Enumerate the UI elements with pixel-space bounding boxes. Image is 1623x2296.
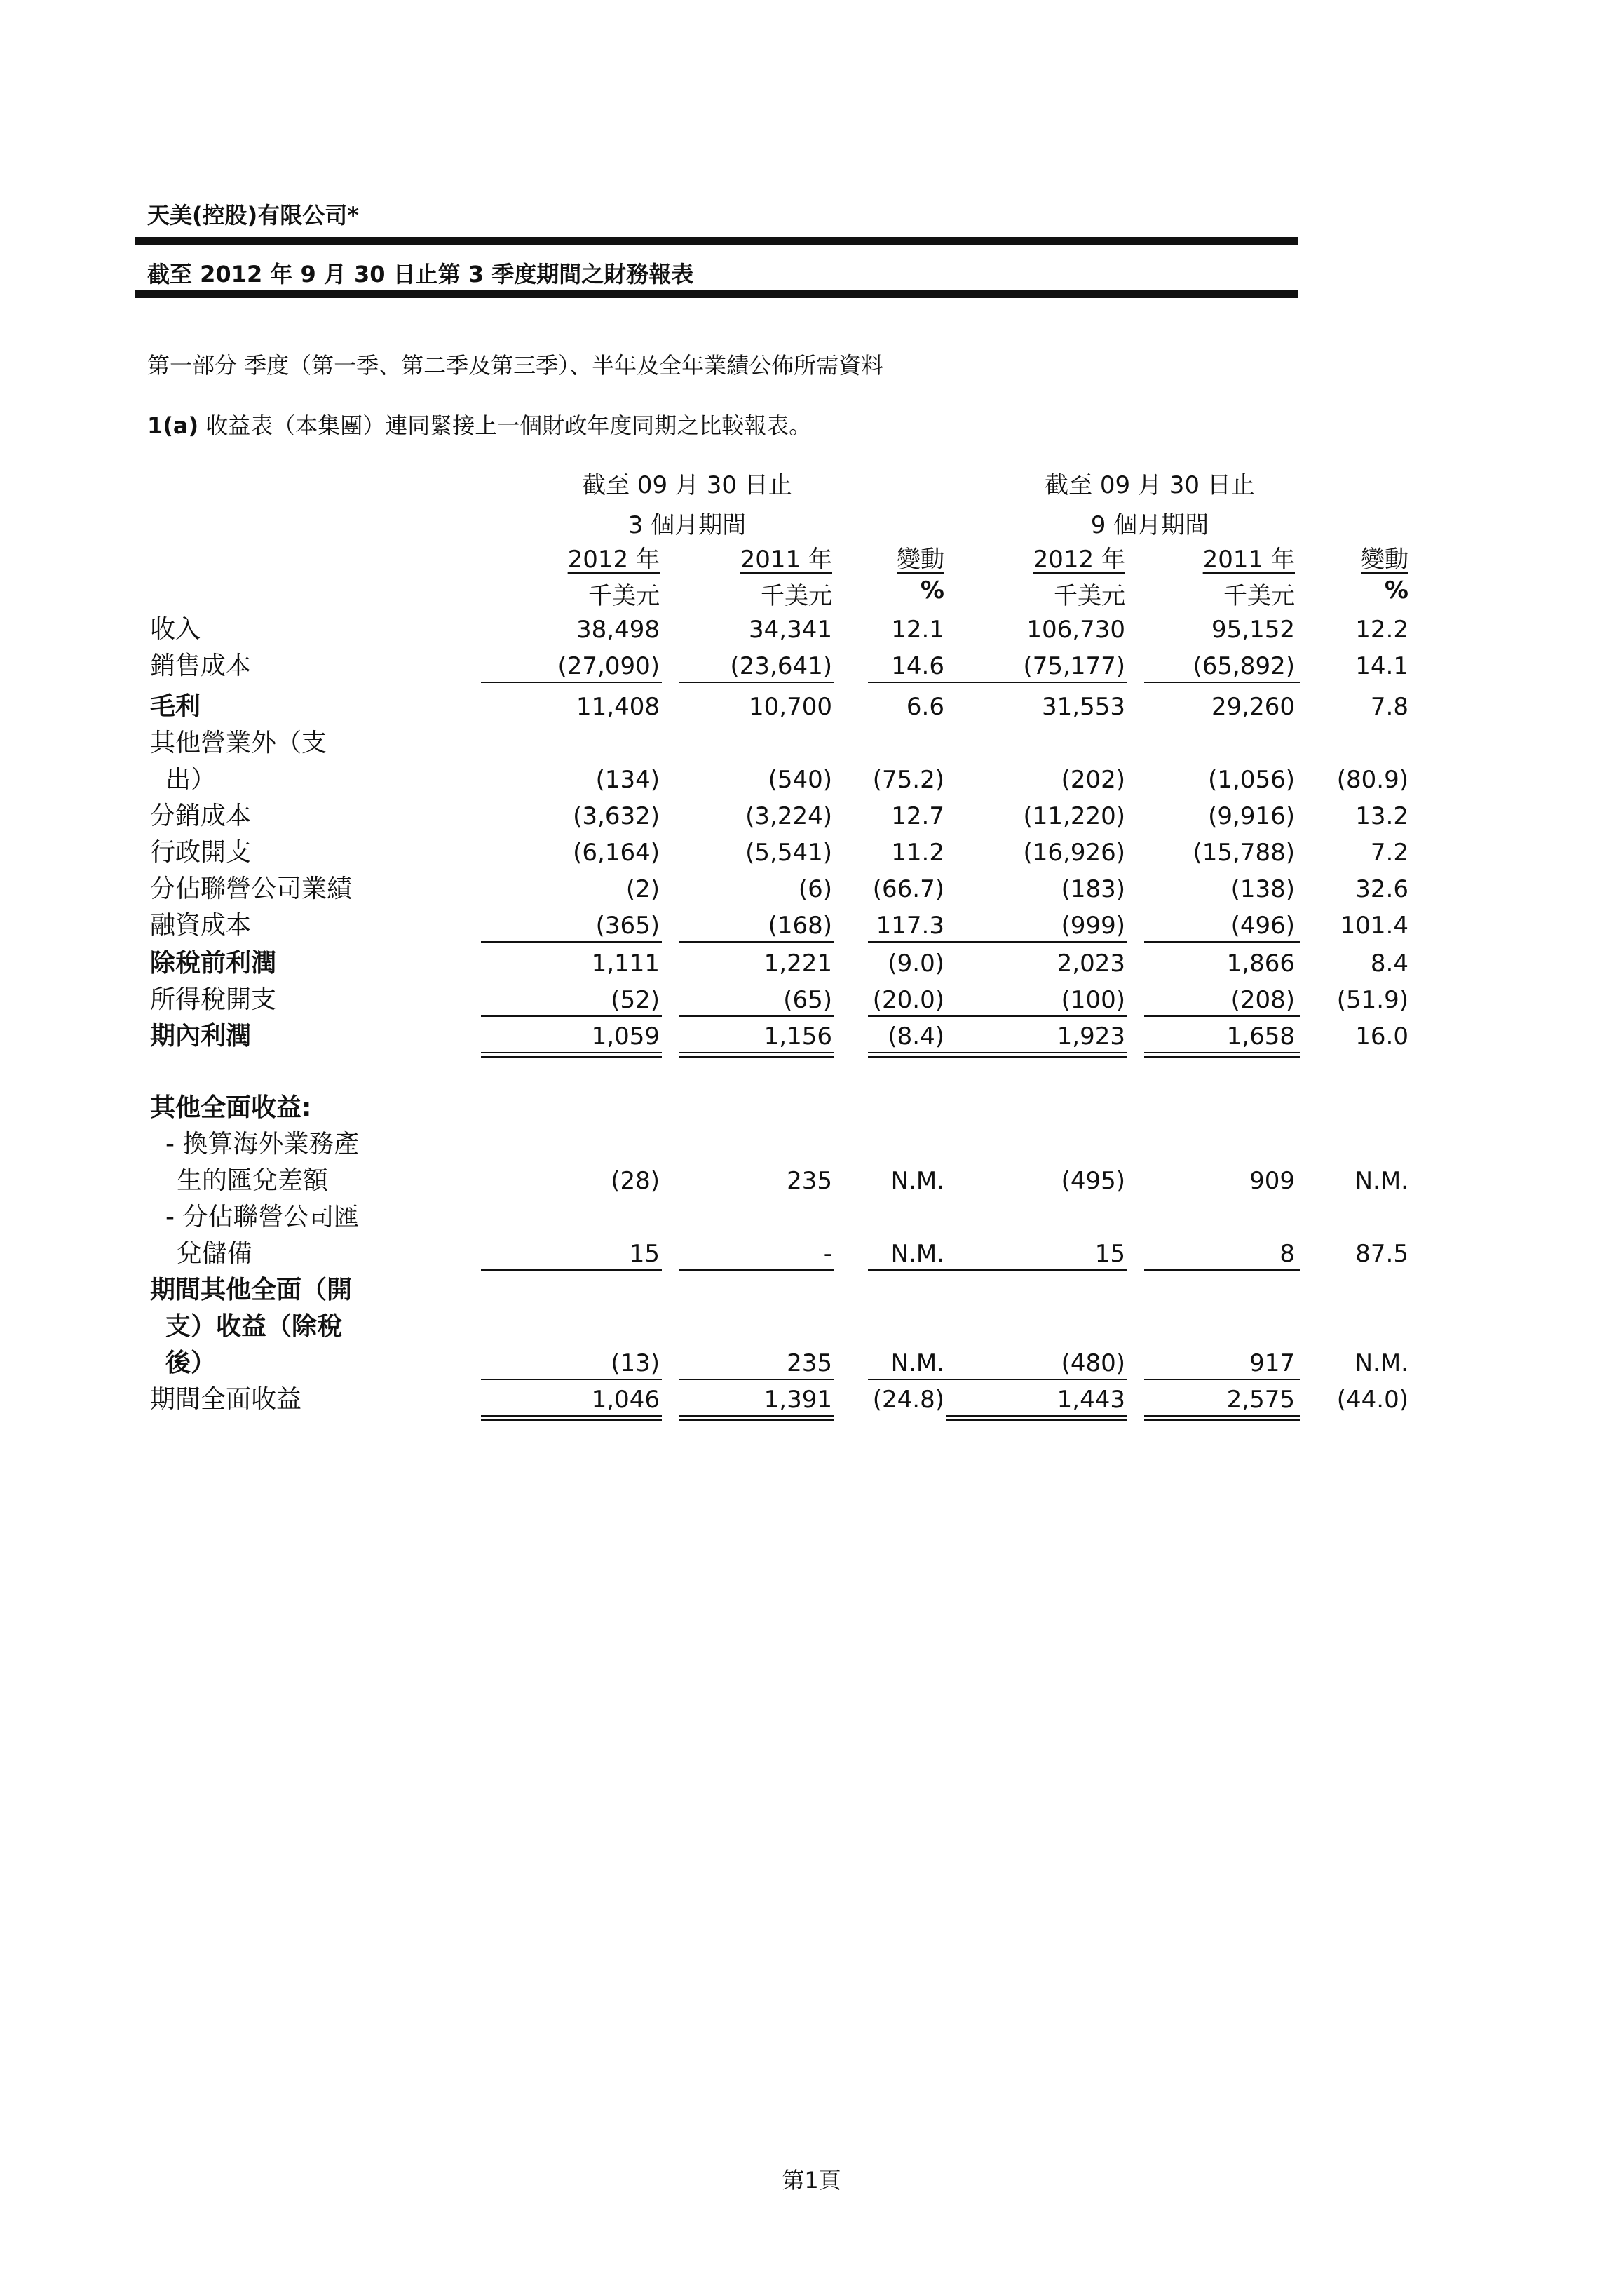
cell-value: 1,391 <box>763 1386 832 1414</box>
table-row <box>0 1309 1623 1345</box>
cell-value: 14.1 <box>1355 652 1408 680</box>
row-label: 兌儲備 <box>177 1239 253 1268</box>
cell-value: 11.2 <box>891 839 944 867</box>
col-header-year: 2012 年 <box>1033 546 1125 574</box>
total-double-rule <box>946 1052 1127 1058</box>
cell-value: - <box>823 1240 832 1268</box>
subtotal-rule <box>1144 941 1300 943</box>
table-row <box>0 1090 1623 1126</box>
row-label: 生的匯兌差額 <box>177 1166 329 1195</box>
subtotal-rule <box>946 1269 1127 1271</box>
total-double-rule <box>481 1052 662 1058</box>
cell-value: 1,221 <box>763 950 832 978</box>
header-rule-top <box>135 237 1298 245</box>
row-label: 毛利 <box>150 692 201 721</box>
subtotal-rule <box>1144 682 1300 683</box>
cell-value: N.M. <box>890 1240 944 1268</box>
subtotal-rule <box>946 1015 1127 1017</box>
table-row <box>0 982 1623 1018</box>
table-row <box>0 1345 1623 1382</box>
cell-value: 11,408 <box>576 693 660 721</box>
cell-value: 235 <box>787 1349 832 1377</box>
table-row <box>0 945 1623 982</box>
table-row <box>0 1382 1623 1418</box>
cell-value: (44.0) <box>1336 1386 1408 1414</box>
cell-value: (480) <box>1061 1349 1125 1377</box>
row-label: 融資成本 <box>150 911 252 940</box>
cell-value: (51.9) <box>1336 986 1408 1014</box>
table-row <box>0 612 1623 648</box>
cell-value: 1,156 <box>763 1022 832 1051</box>
cell-value: (66.7) <box>872 875 944 903</box>
cell-value: 7.2 <box>1370 839 1408 867</box>
cell-value: (20.0) <box>872 986 944 1014</box>
table-row <box>0 1126 1623 1163</box>
cell-value: 15 <box>1094 1240 1125 1268</box>
subtotal-rule <box>1144 1269 1300 1271</box>
subtotal-rule <box>868 1269 946 1271</box>
subtotal-rule <box>679 941 834 943</box>
cell-value: 2,023 <box>1057 950 1125 978</box>
subtotal-rule <box>1144 1379 1300 1380</box>
cell-value: N.M. <box>890 1349 944 1377</box>
period-header-9m-line1: 截至 09 月 30 日止 <box>1045 471 1255 499</box>
row-label: 收入 <box>150 615 201 644</box>
col-header-change: 變動 <box>897 546 944 574</box>
cell-value: (28) <box>611 1167 660 1195</box>
table-row <box>0 1236 1623 1272</box>
total-double-rule <box>679 1052 834 1058</box>
col-header-unit: % <box>920 576 944 605</box>
total-double-rule <box>481 1415 662 1421</box>
cell-value: N.M. <box>1354 1349 1408 1377</box>
col-header-unit: 千美元 <box>588 582 660 610</box>
cell-value: 909 <box>1249 1167 1295 1195</box>
cell-value: (999) <box>1061 912 1125 940</box>
subtotal-rule <box>679 1015 834 1017</box>
subtotal-rule <box>946 1379 1127 1380</box>
total-double-rule <box>868 1052 946 1058</box>
cell-value: 2,575 <box>1226 1386 1295 1414</box>
col-header-unit: % <box>1384 576 1408 605</box>
cell-value: (23,641) <box>730 652 832 680</box>
row-label: 期間全面收益 <box>150 1385 302 1414</box>
cell-value: 1,658 <box>1226 1022 1295 1051</box>
cell-value: (11,220) <box>1023 802 1125 830</box>
cell-value: N.M. <box>1354 1167 1408 1195</box>
subtotal-rule <box>481 1015 662 1017</box>
cell-value: (202) <box>1061 766 1125 794</box>
cell-value: 38,498 <box>576 616 660 644</box>
cell-value: (495) <box>1061 1167 1125 1195</box>
cell-value: 29,260 <box>1211 693 1295 721</box>
period-header-3m <box>484 466 890 540</box>
table-row <box>0 762 1623 798</box>
cell-value: 12.1 <box>891 616 944 644</box>
cell-value: (134) <box>595 766 660 794</box>
subtotal-rule <box>1144 1015 1300 1017</box>
cell-value: (75.2) <box>872 766 944 794</box>
row-label: 除稅前利潤 <box>150 949 277 978</box>
table-row <box>0 1163 1623 1199</box>
row-label: 其他全面收益: <box>150 1093 312 1122</box>
cell-value: (8.4) <box>888 1022 944 1051</box>
cell-value: (5,541) <box>745 839 832 867</box>
row-label: 期間其他全面（開 <box>150 1276 353 1304</box>
cell-value: 1,059 <box>591 1022 660 1051</box>
subtotal-rule <box>868 682 946 683</box>
cell-value: (208) <box>1230 986 1295 1014</box>
cell-value: 101.4 <box>1340 912 1408 940</box>
company-name: 天美(控股)有限公司* <box>147 202 359 229</box>
cell-value: 106,730 <box>1026 616 1125 644</box>
cell-value: (365) <box>595 912 660 940</box>
col-header-year: 2011 年 <box>1202 546 1295 574</box>
cell-value: 87.5 <box>1355 1240 1408 1268</box>
cell-value: (540) <box>768 766 832 794</box>
row-label: 出） <box>165 765 217 794</box>
cell-value: (168) <box>768 912 832 940</box>
section-text: 收益表（本集團）連同緊接上一個財政年度同期之比較報表。 <box>198 412 812 439</box>
cell-value: 12.2 <box>1355 616 1408 644</box>
table-row <box>0 689 1623 725</box>
cell-value: 6.6 <box>906 693 944 721</box>
row-label: 銷售成本 <box>150 651 252 680</box>
subtotal-rule <box>679 1379 834 1380</box>
cell-value: (24.8) <box>872 1386 944 1414</box>
cell-value: (2) <box>625 875 660 903</box>
cell-value: 917 <box>1249 1349 1295 1377</box>
cell-value: 117.3 <box>876 912 944 940</box>
cell-value: (65) <box>783 986 832 1014</box>
row-label: 行政開支 <box>150 838 252 867</box>
table-row <box>0 648 1623 684</box>
cell-value: (138) <box>1230 875 1295 903</box>
table-row <box>0 1272 1623 1309</box>
row-label: 所得稅開支 <box>150 985 277 1014</box>
cell-value: (65,892) <box>1193 652 1295 680</box>
cell-value: (3,632) <box>573 802 660 830</box>
cell-value: 7.8 <box>1370 693 1408 721</box>
cell-value: (3,224) <box>745 802 832 830</box>
cell-value: 34,341 <box>749 616 832 644</box>
cell-value: 15 <box>629 1240 660 1268</box>
table-row <box>0 798 1623 835</box>
total-double-rule <box>946 1415 1127 1421</box>
table-row <box>0 1018 1623 1055</box>
table-row <box>0 907 1623 944</box>
cell-value: 1,111 <box>591 950 660 978</box>
total-double-rule <box>1144 1052 1300 1058</box>
period-header-3m-line1: 截至 09 月 30 日止 <box>582 471 792 499</box>
cell-value: 16.0 <box>1355 1022 1408 1051</box>
subtotal-rule <box>946 941 1127 943</box>
subtotal-rule <box>679 682 834 683</box>
col-header-unit: 千美元 <box>1054 582 1125 610</box>
subtotal-rule <box>481 1379 662 1380</box>
cell-value: (52) <box>611 986 660 1014</box>
cell-value: 13.2 <box>1355 802 1408 830</box>
period-header-9m <box>946 466 1353 540</box>
page-number: 第1頁 <box>782 2167 841 2194</box>
cell-value: 1,866 <box>1226 950 1295 978</box>
subtotal-rule <box>481 941 662 943</box>
subtotal-rule <box>481 682 662 683</box>
period-header-3m-line2: 3 個月期間 <box>627 511 747 539</box>
cell-value: (100) <box>1061 986 1125 1014</box>
cell-value: (75,177) <box>1023 652 1125 680</box>
table-row <box>0 725 1623 762</box>
cell-value: (6) <box>798 875 832 903</box>
section-title <box>147 408 811 440</box>
cell-value: (9.0) <box>888 950 944 978</box>
col-header-unit: 千美元 <box>761 582 832 610</box>
cell-value: (13) <box>611 1349 660 1377</box>
col-header-unit: 千美元 <box>1223 582 1295 610</box>
cell-value: 10,700 <box>749 693 832 721</box>
table-row <box>0 835 1623 871</box>
col-header-year: 2011 年 <box>740 546 832 574</box>
cell-value: (1,056) <box>1208 766 1295 794</box>
row-label: 支）收益（除稅 <box>165 1312 343 1341</box>
total-double-rule <box>1144 1415 1300 1421</box>
col-header-change: 變動 <box>1361 546 1408 574</box>
cell-value: (80.9) <box>1336 766 1408 794</box>
header-rule-bottom <box>135 290 1298 298</box>
report-title: 截至 2012 年 9 月 30 日止第 3 季度期間之財務報表 <box>147 261 694 288</box>
subtotal-rule <box>481 1269 662 1271</box>
row-label: - 換算海外業務產 <box>165 1130 360 1159</box>
row-label: 分銷成本 <box>150 802 252 830</box>
subtotal-rule <box>679 1269 834 1271</box>
cell-value: 1,443 <box>1057 1386 1125 1414</box>
cell-value: (6,164) <box>573 839 660 867</box>
cell-value: 8 <box>1279 1240 1295 1268</box>
cell-value: (9,916) <box>1208 802 1295 830</box>
cell-value: (27,090) <box>557 652 660 680</box>
subtotal-rule <box>868 1015 946 1017</box>
period-header-9m-line2: 9 個月期間 <box>1090 511 1209 539</box>
row-label: 期內利潤 <box>150 1022 252 1051</box>
row-label: 後） <box>165 1349 217 1377</box>
cell-value: 1,923 <box>1057 1022 1125 1051</box>
col-header-year: 2012 年 <box>567 546 660 574</box>
cell-value: (15,788) <box>1193 839 1295 867</box>
row-label: 其他營業外（支 <box>150 729 327 757</box>
cell-value: 235 <box>787 1167 832 1195</box>
cell-value: 31,553 <box>1042 693 1125 721</box>
cell-value: 12.7 <box>891 802 944 830</box>
row-label: - 分佔聯營公司匯 <box>165 1203 360 1231</box>
subtotal-rule <box>946 682 1127 683</box>
cell-value: 8.4 <box>1370 950 1408 978</box>
table-row <box>0 871 1623 907</box>
cell-value: 1,046 <box>591 1386 660 1414</box>
cell-value: 95,152 <box>1211 616 1295 644</box>
cell-value: N.M. <box>890 1167 944 1195</box>
cell-value: 32.6 <box>1355 875 1408 903</box>
row-label: 分佔聯營公司業績 <box>150 874 353 903</box>
cell-value: 14.6 <box>891 652 944 680</box>
subtotal-rule <box>868 1379 946 1380</box>
cell-value: (16,926) <box>1023 839 1125 867</box>
total-double-rule <box>679 1415 834 1421</box>
cell-value: (183) <box>1061 875 1125 903</box>
subtotal-rule <box>868 941 946 943</box>
part-title: 第一部分 季度（第一季、第二季及第三季）、半年及全年業績公佈所需資料 <box>147 352 884 379</box>
section-number: 1(a) <box>147 412 199 439</box>
cell-value: (496) <box>1230 912 1295 940</box>
table-row <box>0 1199 1623 1236</box>
